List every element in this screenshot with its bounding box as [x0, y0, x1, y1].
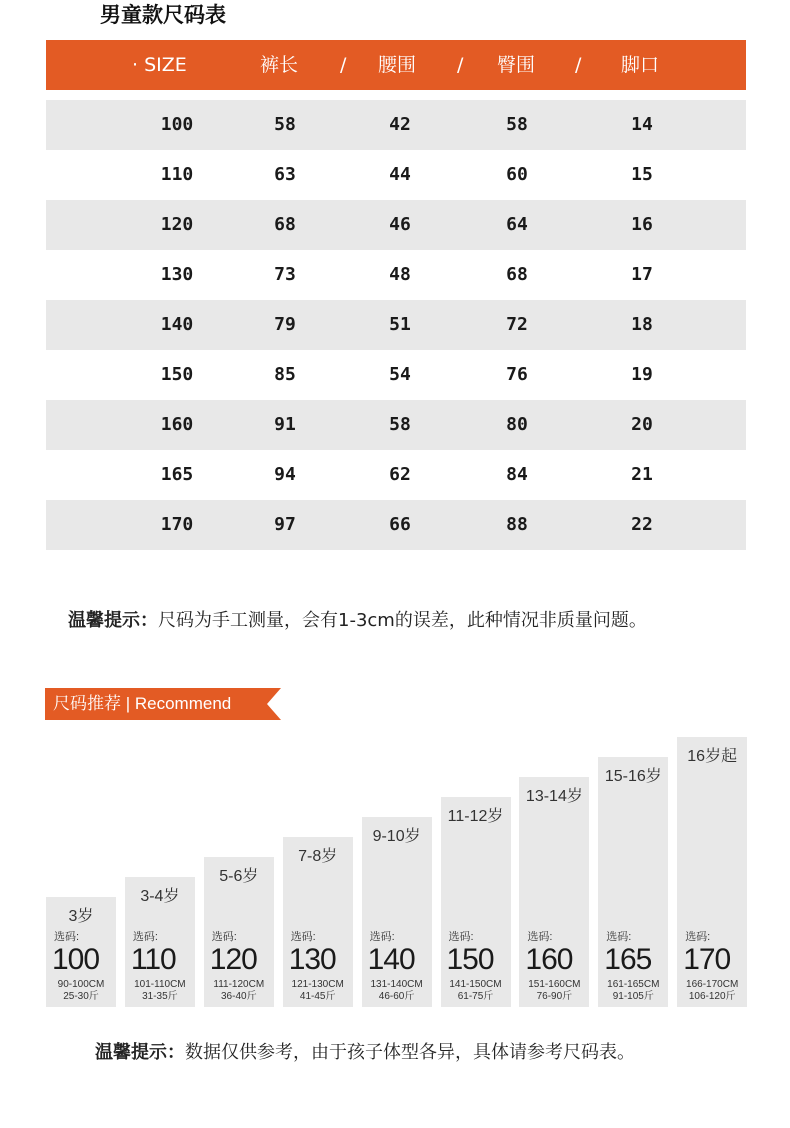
age-label: 13-14岁	[525, 788, 583, 805]
recommend-tag-label: 尺码推荐 | Recommend	[53, 694, 232, 713]
table-cell: 54	[389, 364, 411, 385]
age-label: 11-12岁	[447, 808, 504, 825]
recommend-tag	[45, 688, 281, 720]
page-title: 男童款尺码表	[100, 3, 226, 27]
table-cell: 22	[631, 514, 653, 535]
table-cell: 66	[389, 514, 411, 535]
height-range: 90-100CM	[57, 979, 105, 990]
table-cell: 16	[631, 214, 653, 235]
recommended-size: 140	[367, 943, 415, 976]
table-cell: 63	[274, 164, 296, 185]
table-cell: 21	[631, 464, 653, 485]
table-cell: 58	[389, 414, 411, 435]
measurement-note	[68, 606, 647, 632]
recommend-bar	[283, 837, 353, 1007]
header-separator: /	[457, 54, 464, 76]
weight-range: 25-30斤	[63, 991, 99, 1002]
height-range: 111-120CM	[213, 979, 265, 990]
recommend-bar	[677, 737, 747, 1007]
note-label: 温馨提示：	[95, 1042, 185, 1063]
height-range: 161-165CM	[607, 979, 660, 990]
recommend-bar	[362, 817, 432, 1007]
age-label: 16岁起	[687, 748, 738, 765]
table-cell: 14	[631, 114, 653, 135]
pick-label: 选码:	[685, 931, 711, 943]
recommend-bar	[519, 777, 589, 1007]
header-hip: 臀围	[497, 54, 536, 76]
table-cell: 72	[506, 314, 528, 335]
table-cell: 60	[506, 164, 528, 185]
weight-range: 76-90斤	[536, 991, 573, 1002]
pick-label: 选码:	[606, 931, 632, 943]
height-range: 141-150CM	[449, 979, 502, 990]
weight-range: 36-40斤	[221, 991, 257, 1002]
table-row	[46, 500, 746, 550]
table-row	[46, 400, 746, 450]
age-label: 9-10岁	[372, 828, 421, 845]
table-body	[46, 100, 746, 550]
note-text: 尺码为手工测量，会有1-3cm的误差，此种情况非质量问题。	[158, 610, 647, 631]
age-label: 3岁	[68, 908, 94, 925]
weight-range: 91-105斤	[612, 991, 654, 1002]
pick-label: 选码:	[527, 931, 553, 943]
reference-note	[95, 1038, 635, 1064]
table-cell: 51	[389, 314, 411, 335]
recommended-size: 110	[130, 943, 176, 976]
range-label	[283, 979, 353, 1003]
range-label	[204, 979, 274, 1003]
table-cell: 46	[389, 214, 411, 235]
table-cell: 62	[389, 464, 411, 485]
table-cell: 88	[506, 514, 528, 535]
table-cell: 100	[160, 114, 194, 135]
table-cell: 85	[274, 364, 296, 385]
table-cell: 91	[274, 414, 296, 435]
table-row	[46, 450, 746, 500]
weight-range: 41-45斤	[299, 991, 336, 1002]
size-table	[46, 40, 746, 550]
table-cell: 110	[160, 164, 194, 185]
table-cell: 48	[389, 264, 411, 285]
age-label: 7-8岁	[298, 848, 338, 865]
table-row	[46, 100, 746, 150]
header-hem: 脚口	[621, 54, 660, 76]
recommended-size: 170	[683, 943, 731, 976]
table-row	[46, 350, 746, 400]
recommended-size: 130	[288, 943, 336, 976]
table-cell: 18	[631, 314, 653, 335]
table-cell: 170	[160, 514, 194, 535]
table-cell: 140	[160, 314, 194, 335]
note-label: 温馨提示：	[68, 610, 158, 631]
weight-range: 31-35斤	[142, 991, 178, 1002]
table-cell: 73	[274, 264, 296, 285]
range-label	[598, 979, 668, 1003]
table-cell: 58	[506, 114, 528, 135]
table-cell: 42	[389, 114, 411, 135]
table-cell: 165	[160, 464, 194, 485]
height-range: 101-110CM	[134, 979, 186, 990]
recommend-bar	[125, 877, 195, 1007]
table-cell: 79	[274, 314, 296, 335]
table-cell: 64	[506, 214, 528, 235]
range-label	[46, 979, 116, 1003]
table-cell: 76	[506, 364, 528, 385]
range-label	[125, 979, 195, 1003]
table-header	[46, 40, 746, 90]
age-label: 5-6岁	[219, 868, 259, 885]
table-cell: 84	[506, 464, 528, 485]
recommended-size: 100	[52, 943, 100, 976]
range-label	[441, 979, 511, 1003]
pick-label: 选码:	[132, 931, 158, 943]
recommended-size: 160	[525, 943, 573, 976]
table-cell: 94	[274, 464, 296, 485]
weight-range: 61-75斤	[457, 991, 494, 1002]
recommended-size: 150	[446, 943, 494, 976]
height-range: 151-160CM	[528, 979, 581, 990]
pick-label: 选码:	[290, 931, 316, 943]
table-cell: 44	[389, 164, 411, 185]
table-row	[46, 150, 746, 200]
table-cell: 15	[631, 164, 653, 185]
weight-range: 46-60斤	[378, 991, 415, 1002]
height-range: 131-140CM	[370, 979, 423, 990]
recommend-bar	[441, 797, 511, 1007]
range-label	[677, 979, 747, 1003]
recommended-size: 165	[604, 943, 652, 976]
recommend-bar	[204, 857, 274, 1007]
table-cell: 120	[160, 214, 194, 235]
pick-label: 选码:	[211, 931, 237, 943]
table-row	[46, 200, 746, 250]
header-size: · SIZE	[132, 54, 187, 76]
height-range: 121-130CM	[291, 979, 344, 990]
table-cell: 20	[631, 414, 653, 435]
table-cell: 17	[631, 264, 653, 285]
recommended-size: 120	[209, 943, 257, 976]
range-label	[519, 979, 589, 1003]
table-cell: 19	[631, 364, 653, 385]
header-separator: /	[340, 54, 347, 76]
note-text: 数据仅供参考，由于孩子体型各异，具体请参考尺码表。	[185, 1042, 635, 1063]
table-cell: 58	[274, 114, 296, 135]
pick-label: 选码:	[448, 931, 474, 943]
recommend-bar	[598, 757, 668, 1007]
table-row	[46, 300, 746, 350]
table-cell: 130	[160, 264, 194, 285]
table-cell: 97	[274, 514, 296, 535]
header-waist: 腰围	[378, 54, 417, 76]
table-row	[46, 250, 746, 300]
table-cell: 68	[274, 214, 296, 235]
header-separator: /	[575, 54, 582, 76]
pick-label: 选码:	[54, 931, 80, 943]
table-cell: 80	[506, 414, 528, 435]
table-cell: 150	[160, 364, 194, 385]
pick-label: 选码:	[369, 931, 395, 943]
height-range: 166-170CM	[686, 979, 739, 990]
age-label: 15-16岁	[604, 768, 662, 785]
age-label: 3-4岁	[140, 888, 180, 905]
header-length: 裤长	[260, 54, 299, 76]
table-cell: 68	[506, 264, 528, 285]
recommend-bar	[46, 897, 116, 1007]
table-cell: 160	[160, 414, 194, 435]
weight-range: 106-120斤	[688, 991, 736, 1002]
range-label	[362, 979, 432, 1003]
